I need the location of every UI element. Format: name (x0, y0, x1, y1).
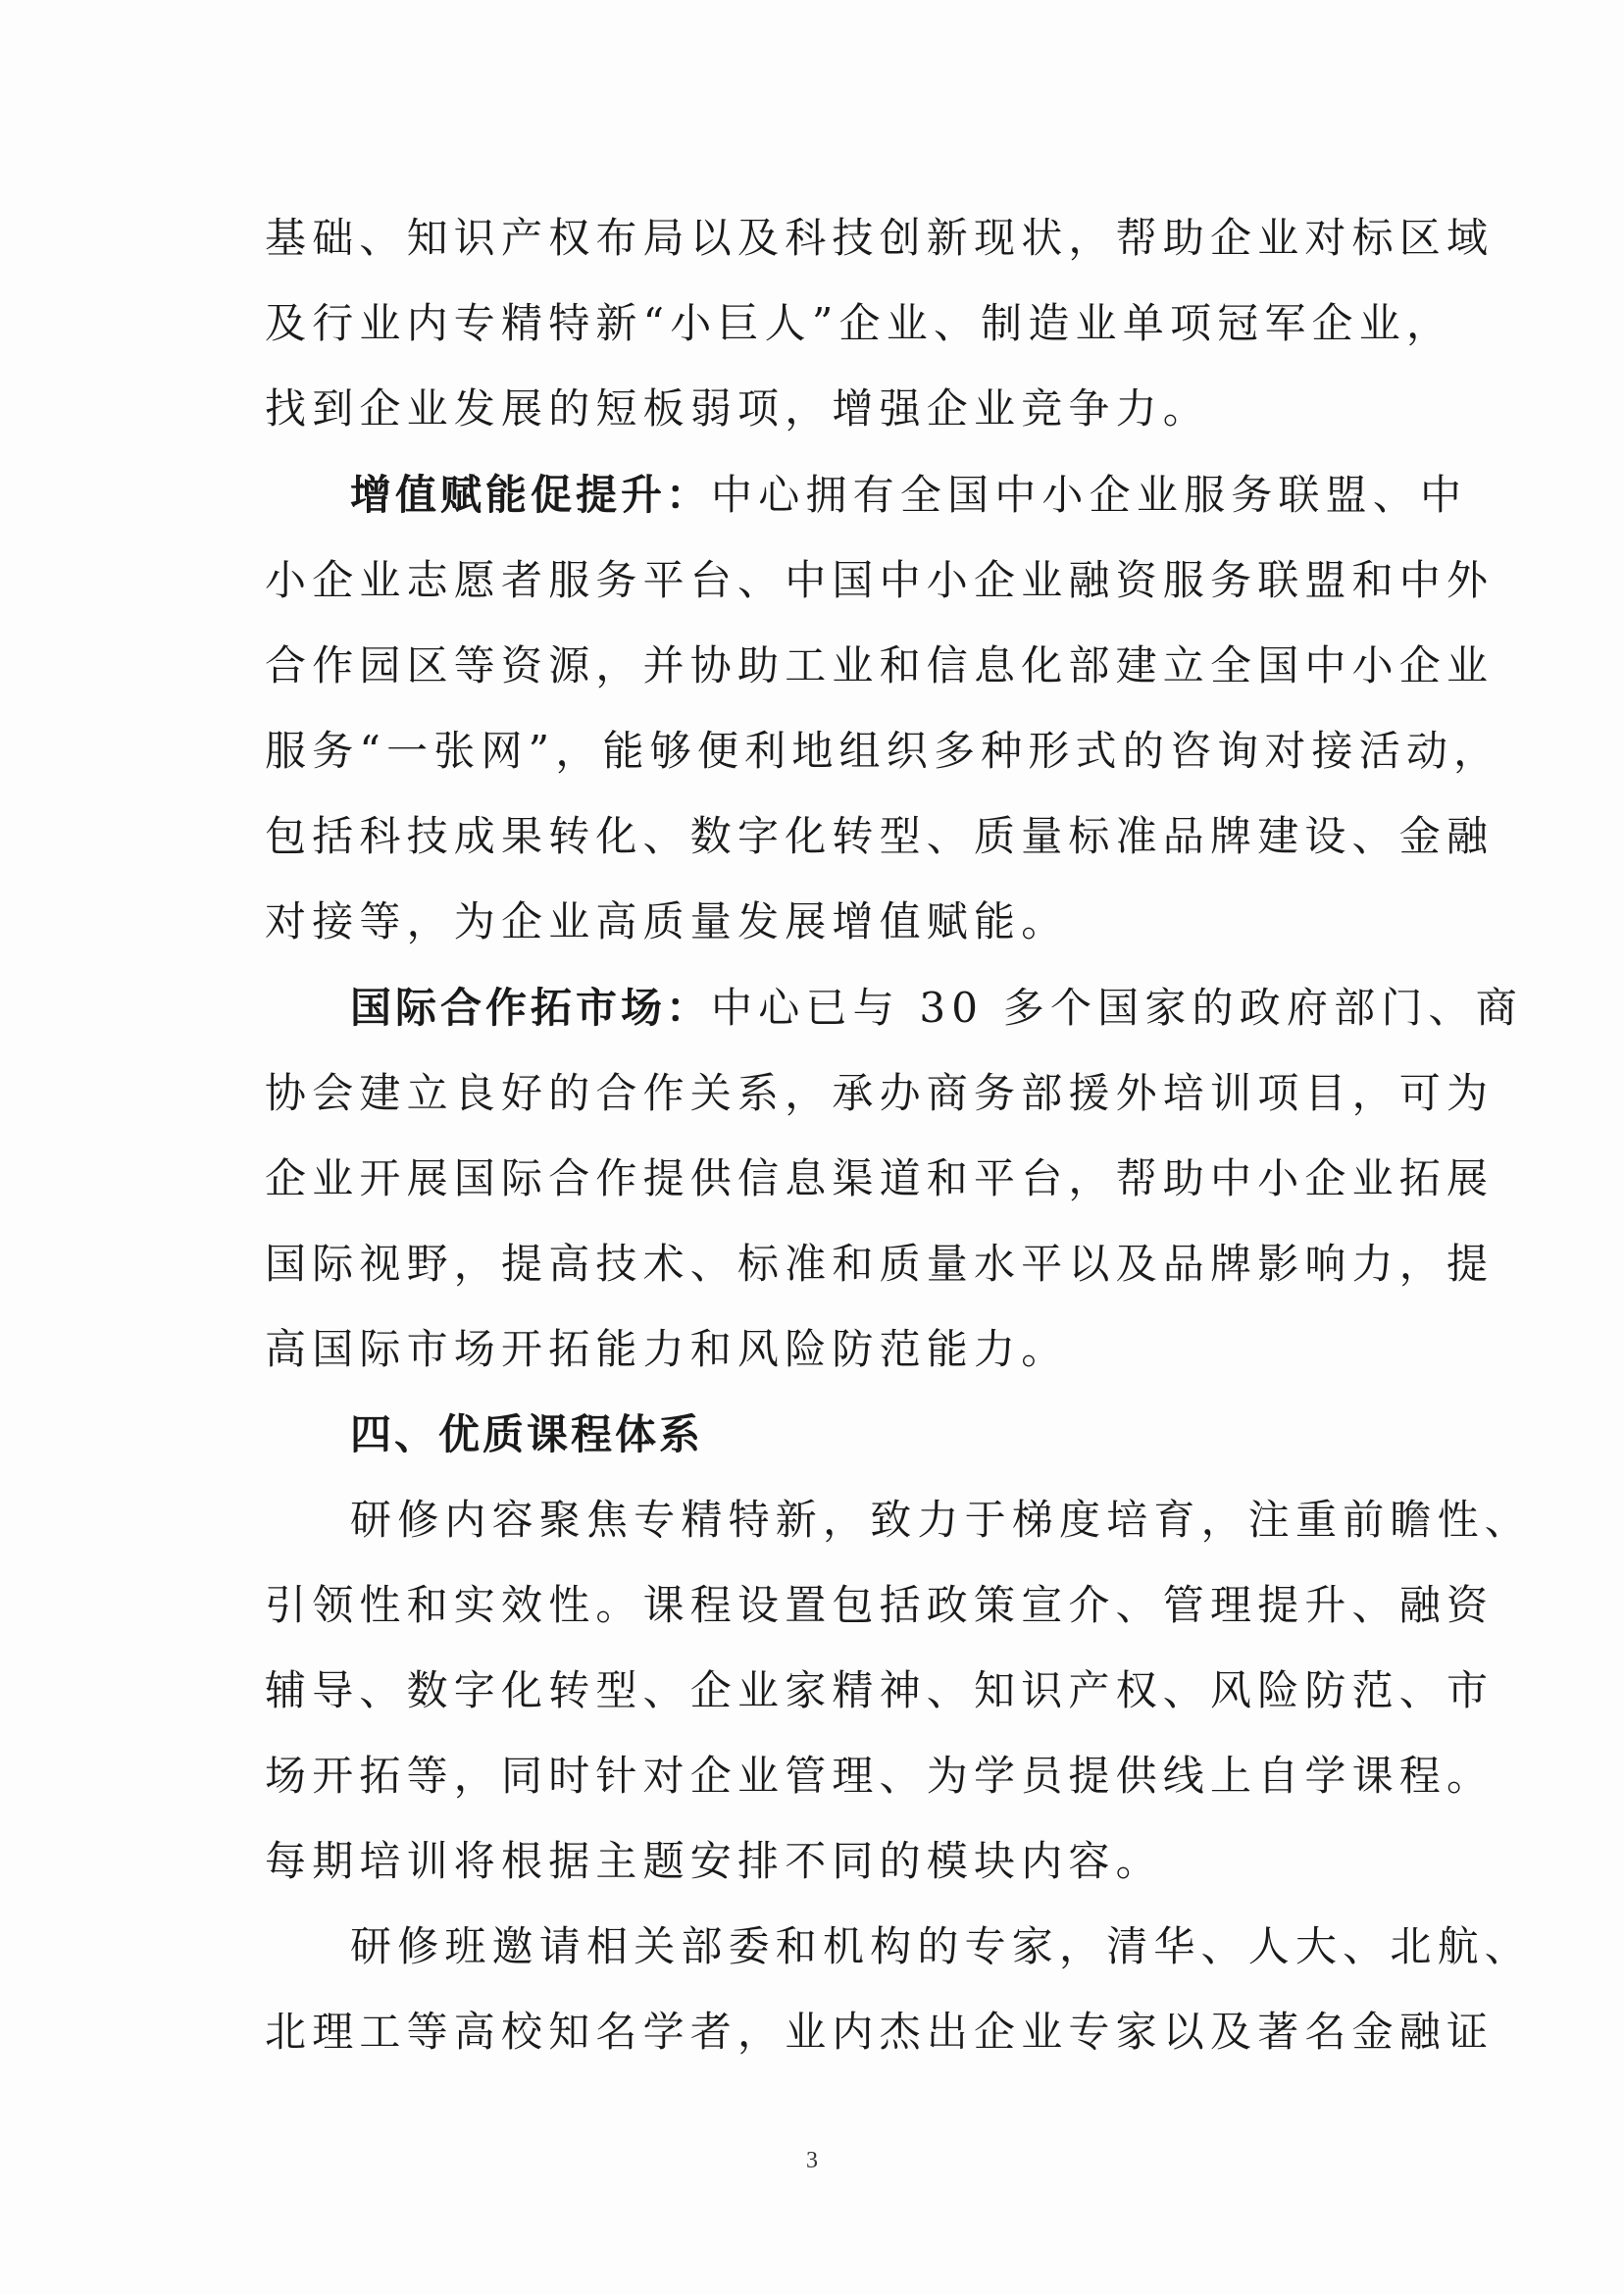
paragraph-2-line-2: 小企业志愿者服务平台、中国中小企业融资服务联盟和中外 (265, 556, 1495, 604)
paragraph-2-lead: 增值赋能促提升： (350, 471, 712, 519)
paragraph-4-line-1: 研修内容聚焦专精特新，致力于梯度培育，注重前瞻性、 (350, 1496, 1533, 1544)
paragraph-3-lead: 国际合作拓市场： (350, 984, 712, 1032)
paragraph-1-line-1: 基础、知识产权布局以及科技创新现状，帮助企业对标区域 (265, 214, 1495, 262)
paragraph-3-line-3: 企业开展国际合作提供信息渠道和平台，帮助中小企业拓展 (265, 1154, 1495, 1202)
paragraph-5-line-2: 北理工等高校知名学者，业内杰出企业专家以及著名金融证 (265, 2008, 1495, 2056)
paragraph-4-line-2: 引领性和实效性。课程设置包括政策宣介、管理提升、融资 (265, 1581, 1495, 1629)
paragraph-2-line-1 (350, 461, 1468, 530)
paragraph-2-line-6: 对接等，为企业高质量发展增值赋能。 (265, 897, 1069, 945)
paragraph-3-line-2: 协会建立良好的合作关系，承办商务部援外培训项目，可为 (265, 1069, 1495, 1117)
paragraph-4-line-4: 场开拓等，同时针对企业管理、为学员提供线上自学课程。 (265, 1752, 1495, 1800)
paragraph-1-line-3: 找到企业发展的短板弱项，增强企业竞争力。 (265, 384, 1211, 433)
paragraph-2-line-3: 合作园区等资源，并协助工业和信息化部建立全国中小企业 (265, 641, 1495, 689)
paragraph-3-line-1 (350, 974, 1523, 1043)
paragraph-4-line-5: 每期培训将根据主题安排不同的模块内容。 (265, 1837, 1163, 1885)
paragraph-3-line-5: 高国际市场开拓能力和风险防范能力。 (265, 1325, 1069, 1373)
page-number: 3 (806, 2148, 818, 2173)
paragraph-2-line-5: 包括科技成果转化、数字化转型、质量标准品牌建设、金融 (265, 812, 1495, 860)
paragraph-2-line-4: 服务“一张网”，能够便利地组织多种形式的咨询对接活动， (265, 727, 1501, 775)
paragraph-1-line-2: 及行业内专精特新“小巨人”企业、制造业单项冠军企业， (265, 299, 1454, 347)
paragraph-4-line-3: 辅导、数字化转型、企业家精神、知识产权、风险防范、市 (265, 1666, 1495, 1714)
paragraph-5-line-1: 研修班邀请相关部委和机构的专家，清华、人大、北航、 (350, 1922, 1533, 1970)
paragraph-2-line-1-text: 中心拥有全国中小企业服务联盟、中 (711, 471, 1468, 519)
section-heading: 四、优质课程体系 (350, 1410, 704, 1458)
paragraph-3-line-4: 国际视野，提高技术、标准和质量水平以及品牌影响力，提 (265, 1240, 1495, 1288)
paragraph-3-line-1-text: 中心已与 30 多个国家的政府部门、商 (711, 984, 1523, 1032)
